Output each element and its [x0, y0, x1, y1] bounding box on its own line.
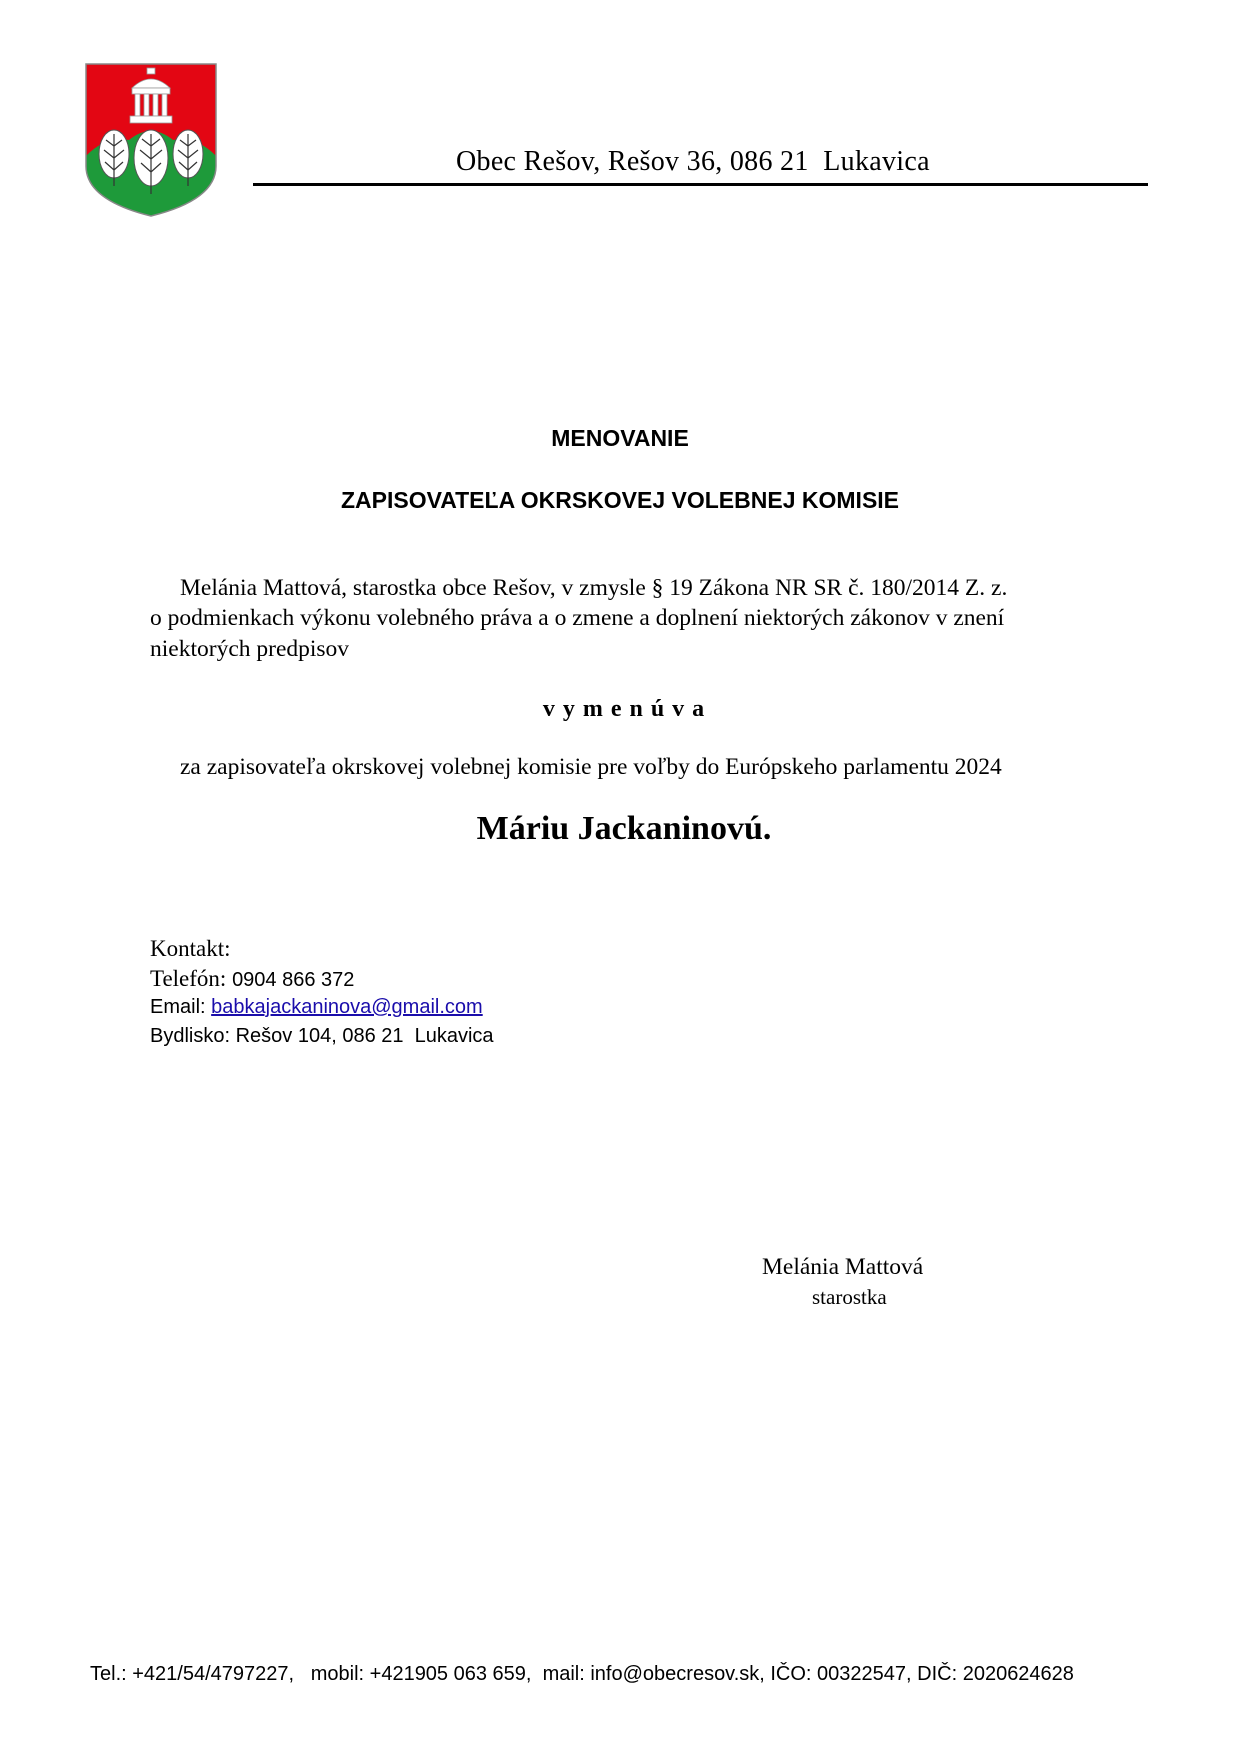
footer-contact: Tel.: +421/54/4797227, mobil: +421905 063 659, mail: info@obecresov.sk, IČO: 00322547, DIČ: 2020624628	[90, 1663, 1074, 1685]
email-link[interactable]: babkajackaninova@gmail.com	[211, 996, 483, 1018]
document-title: MENOVANIE	[551, 425, 689, 451]
appointment-verb: vymenúva	[542, 696, 713, 722]
contact-label: Kontakt:	[150, 936, 231, 961]
phone-value: 0904 866 372	[232, 969, 355, 991]
contact-email	[150, 996, 483, 1019]
email-label: Email:	[150, 996, 206, 1018]
signatory-name: Melánia Mattová	[762, 1254, 924, 1280]
paragraph-line: niektorých predpisov	[150, 636, 350, 662]
document-subtitle: ZAPISOVATEĽA OKRSKOVEJ VOLEBNEJ KOMISIE	[340, 487, 900, 513]
appointment-statement: za zapisovateľa okrskovej volebnej komisie pre voľby do Európskeho parlamentu 2024	[180, 754, 1002, 780]
paragraph-line: Melánia Mattová, starostka obce Rešov, v zmysle § 19 Zákona NR SR č. 180/2014 Z. z.	[180, 575, 1008, 601]
contact-phone	[150, 966, 354, 992]
appointee-name: Máriu Jackaninovú.	[476, 810, 772, 847]
paragraph-line: o podmienkach výkonu volebného práva a o zmene a doplnení niektorých zákonov v znení	[150, 605, 1005, 631]
header-address: Obec Rešov, Rešov 36, 086 21 Lukavica	[456, 146, 930, 177]
address-value: Rešov 104, 086 21 Lukavica	[235, 1025, 494, 1047]
phone-label: Telefón:	[150, 966, 227, 991]
address-label: Bydlisko:	[150, 1025, 231, 1047]
contact-address	[150, 1025, 494, 1048]
header-divider	[253, 183, 1148, 186]
coat-of-arms-icon	[84, 62, 218, 218]
signatory-role: starostka	[812, 1285, 887, 1309]
